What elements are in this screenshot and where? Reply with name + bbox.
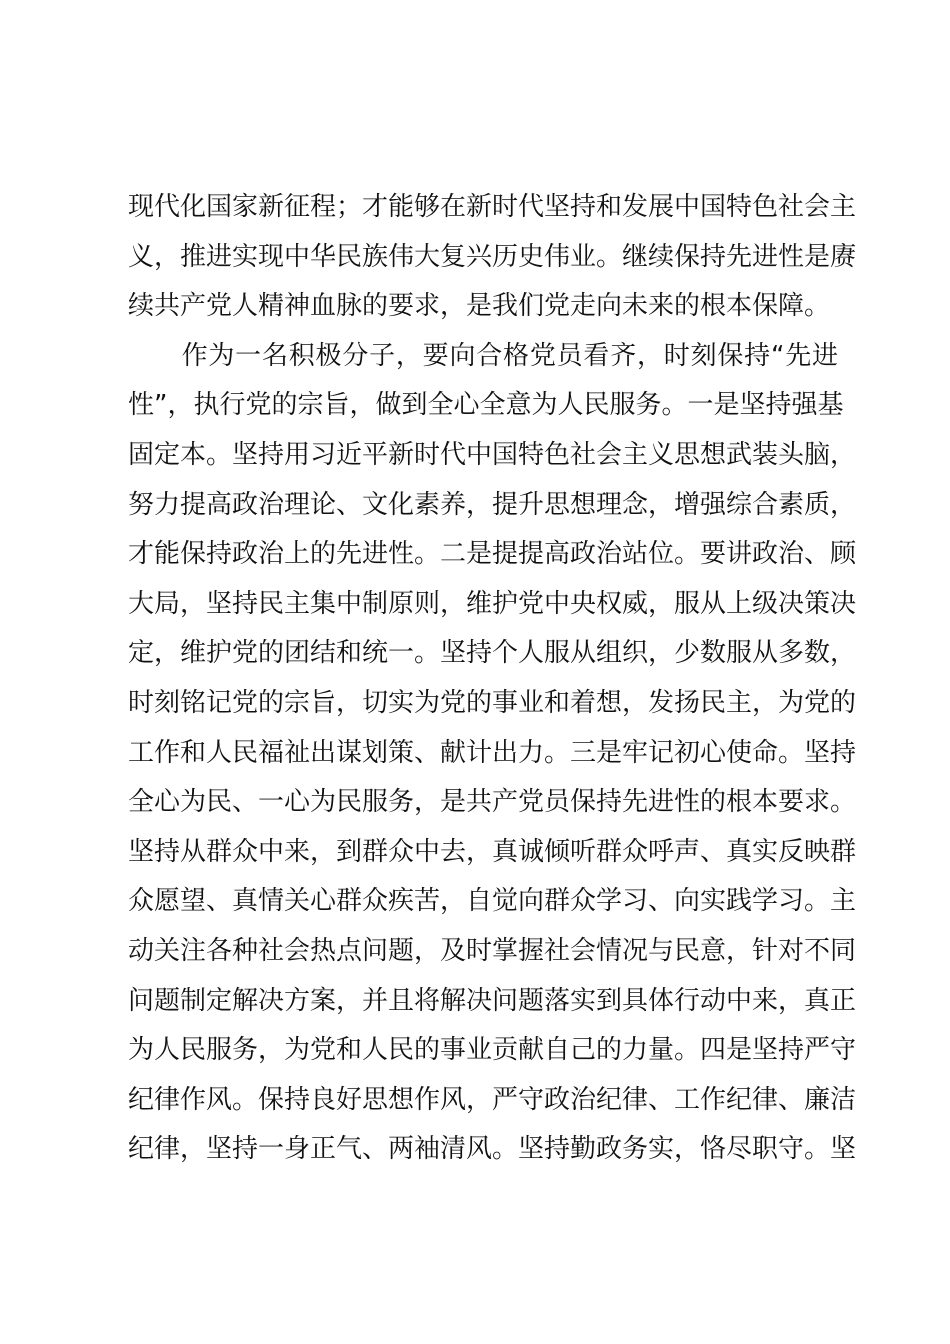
text-line: 才能保持政治上的先进性。二是提提高政治站位。要讲政治、顾 (128, 539, 857, 570)
text-line: 动关注各种社会热点问题，及时掌握社会情况与民意，针对不同 (128, 935, 857, 966)
text-line: 义，推进实现中华民族伟大复兴历史伟业。继续保持先进性是赓 (128, 241, 857, 272)
document-body (128, 183, 857, 1175)
text-line: 众愿望、真情关心群众疾苦，自觉向群众学习、向实践学习。主 (128, 886, 857, 917)
text-line: 坚持从群众中来，到群众中去，真诚倾听群众呼声、真实反映群 (128, 836, 857, 867)
text-line: 续共产党人精神血脉的要求，是我们党走向未来的根本保障。 (128, 291, 831, 322)
text-line: 为人民服务，为党和人民的事业贡献自己的力量。四是坚持严守 (128, 1035, 857, 1066)
text-line: 全心为民、一心为民服务，是共产党员保持先进性的根本要求。 (128, 787, 857, 818)
text-line: 固定本。坚持用习近平新时代中国特色社会主义思想武装头脑， (128, 439, 857, 470)
text-line: 工作和人民福祉出谋划策、献计出力。三是牢记初心使命。坚持 (128, 737, 857, 768)
text-line: 努力提高政治理论、文化素养，提升思想理念，增强综合素质， (128, 489, 857, 520)
text-line: 大局，坚持民主集中制原则，维护党中央权威，服从上级决策决 (128, 588, 857, 619)
text-line: 问题制定解决方案，并且将解决问题落实到具体行动中来，真正 (128, 985, 857, 1016)
text-line: 时刻铭记党的宗旨，切实为党的事业和着想，发扬民主，为党的 (128, 687, 857, 718)
text-line: 纪律，坚持一身正气、两袖清风。坚持勤政务实，恪尽职守。坚 (128, 1134, 857, 1165)
text-line: 定，维护党的团结和统一。坚持个人服从组织，少数服从多数， (128, 638, 857, 669)
text-line: 现代化国家新征程；才能够在新时代坚持和发展中国特色社会主 (128, 192, 857, 222)
text-line: 作为一名积极分子，要向合格党员看齐，时刻保持“先进 (128, 340, 838, 371)
text-line: 性”，执行党的宗旨，做到全心全意为人民服务。一是坚持强基 (128, 390, 844, 421)
text-line: 纪律作风。保持良好思想作风，严守政治纪律、工作纪律、廉洁 (128, 1084, 857, 1115)
